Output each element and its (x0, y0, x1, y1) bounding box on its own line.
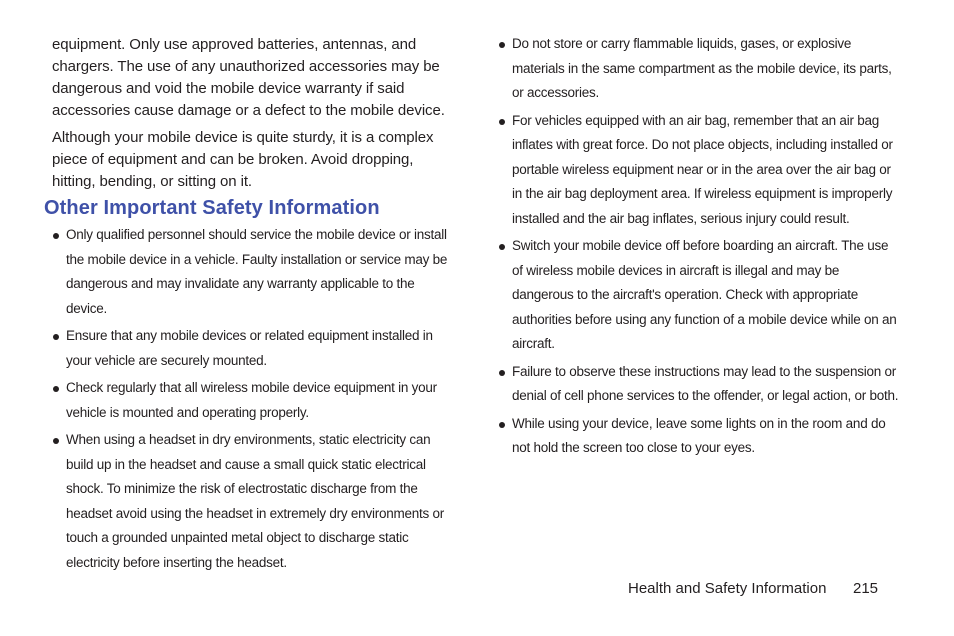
bullet-flammable-liquids: Do not store or carry flammable liquids, gases, or explosive materials in the same compartment as the mobile device, its parts, or accessories. (498, 32, 900, 106)
bullet-lights-on: While using your device, leave some lights on in the room and do not hold the screen too close to your eyes. (498, 412, 900, 461)
bullet-air-bag: For vehicles equipped with an air bag, remember that an air bag inflates with great force. Do not place objects, including installed or portable wireless equipment near or in the area over the air bag or in the air bag deployment area. If wireless equipment is improperly installed and the air bag inflates, serious injury could result. (498, 109, 900, 232)
footer-section-title: Health and Safety Information (628, 580, 827, 597)
sturdiness-paragraph: Although your mobile device is quite sturdy, it is a complex piece of equipment and can be broken. Avoid dropping, hitting, bending, or sitting on it. (52, 129, 434, 190)
right-bullet-list (498, 32, 900, 464)
bullet-static-electricity: When using a headset in dry environments, static electricity can build up in the headset and cause a small quick static electrical shock. To minimize the risk of electrostatic discharge from the headset avoid using the headset in extremely dry environments or touch a grounded unpainted metal object to discharge static electricity before inserting the headset. (52, 428, 450, 575)
bullet-check-regularly: Check regularly that all wireless mobile device equipment in your vehicle is mounted and operating properly. (52, 376, 450, 425)
bullet-qualified-personnel: Only qualified personnel should service the mobile device or install the mobile device in a vehicle. Faulty installation or service may be dangerous and may invalidate any warranty applicable to the device. (52, 223, 450, 321)
left-column-intro (52, 34, 452, 198)
bullet-aircraft: Switch your mobile device off before boarding an aircraft. The use of wireless mobile devices in aircraft is illegal and may be dangerous to the aircraft's operation. Check with appropriate authorities before using any function of a mobile device while on an aircraft. (498, 234, 900, 357)
page-footer (628, 578, 888, 600)
bullet-failure-to-observe: Failure to observe these instructions may lead to the suspension or denial of cell phone services to the offender, or legal action, or both. (498, 360, 900, 409)
bullet-securely-mounted: Ensure that any mobile devices or related equipment installed in your vehicle are securely mounted. (52, 324, 450, 373)
left-bullet-list (52, 223, 450, 578)
intro-paragraph: equipment. Only use approved batteries, antennas, and chargers. The use of any unauthorized accessories may be dangerous and void the mobile device warranty if said accessories cause damage or a defect to the mobile device. (52, 36, 445, 119)
section-heading: Other Important Safety Information (44, 197, 380, 219)
page-number: 215 (853, 580, 879, 597)
